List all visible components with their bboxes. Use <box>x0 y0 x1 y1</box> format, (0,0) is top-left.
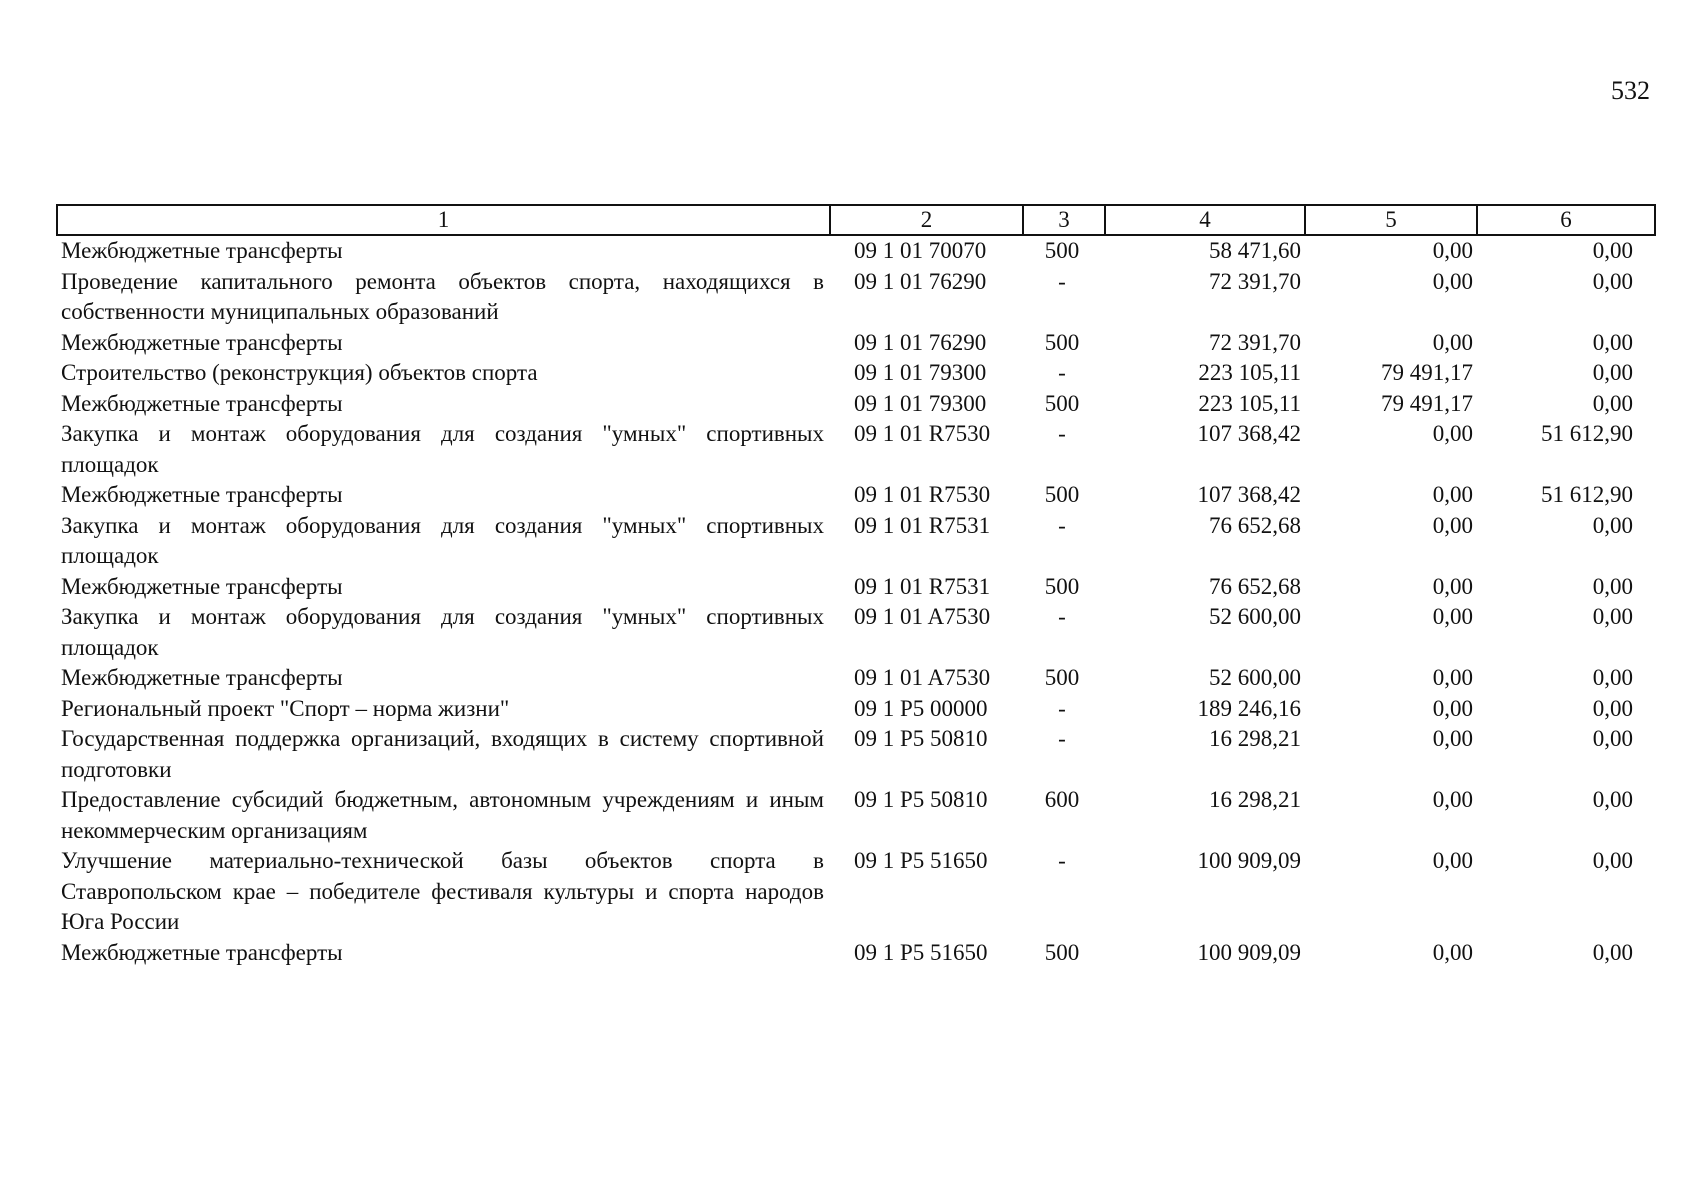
row-code-cell: 09 1 01 76290 <box>854 268 987 294</box>
row-code-cell: 09 1 01 79300 <box>854 390 987 416</box>
row-name-cell: Проведение капитального ремонта объектов спорта, находящихся в собственности муниципальных образований <box>61 268 824 324</box>
row-value-col5: 79 491,17 <box>1381 390 1473 416</box>
header-row <box>57 205 1655 235</box>
row-type-cell: - <box>1058 360 1066 385</box>
row-value-col6: 0,00 <box>1592 329 1633 355</box>
row-name-cell: Межбюджетные трансферты <box>61 390 343 416</box>
row-value-col4: 58 471,60 <box>1209 238 1301 263</box>
row-value-col5: 0,00 <box>1432 604 1473 629</box>
row-value-col4: 76 652,68 <box>1209 512 1301 538</box>
row-name-cell: Межбюджетные трансферты <box>61 573 343 599</box>
row-code-cell: 09 1 P5 50810 <box>854 787 988 812</box>
row-value-col4: 100 909,09 <box>1197 939 1301 965</box>
table-row <box>57 663 1655 694</box>
header-cell-3: 3 <box>1023 205 1105 235</box>
row-type-cell: - <box>1058 848 1066 873</box>
row-code-cell: 09 1 01 70070 <box>854 238 987 263</box>
row-name-cell: Закупка и монтаж оборудования для создания "умных" спортивных площадок <box>61 512 824 568</box>
table-row <box>57 328 1655 359</box>
row-value-col5: 0,00 <box>1432 787 1473 812</box>
table-row <box>57 572 1655 603</box>
row-value-col5: 0,00 <box>1432 665 1473 690</box>
row-value-col4: 52 600,00 <box>1209 604 1301 629</box>
table-row <box>57 785 1655 846</box>
row-value-col5: 0,00 <box>1432 238 1473 263</box>
row-name-cell: Закупка и монтаж оборудования для создания "умных" спортивных площадок <box>61 421 824 477</box>
row-name-cell: Региональный проект "Спорт – норма жизни" <box>61 695 510 721</box>
row-type-cell: 500 <box>1044 573 1080 599</box>
row-value-col6: 0,00 <box>1592 665 1633 690</box>
row-value-col6: 0,00 <box>1592 268 1633 294</box>
table-row <box>57 511 1655 572</box>
header-cell-2: 2 <box>830 205 1023 235</box>
row-type-cell: 500 <box>1044 238 1080 263</box>
table-row <box>57 358 1655 389</box>
row-value-col5: 0,00 <box>1432 726 1473 751</box>
row-code-cell: 09 1 P5 51650 <box>854 848 988 873</box>
row-name-cell: Межбюджетные трансферты <box>61 482 343 507</box>
row-name-cell: Государственная поддержка организаций, входящих в систему спортивной подготовки <box>61 726 824 782</box>
row-code-cell: 09 1 01 R7530 <box>854 421 991 446</box>
row-code-cell: 09 1 01 76290 <box>854 329 987 355</box>
row-value-col5: 0,00 <box>1432 573 1473 599</box>
row-name-cell: Межбюджетные трансферты <box>61 665 343 690</box>
row-name-cell: Закупка и монтаж оборудования для создания "умных" спортивных площадок <box>61 604 824 660</box>
table-row <box>57 938 1655 969</box>
row-value-col4: 16 298,21 <box>1209 787 1301 812</box>
row-code-cell: 09 1 01 A7530 <box>854 665 991 690</box>
row-name-cell: Строительство (реконструкция) объектов спорта <box>61 360 538 385</box>
table-row <box>57 235 1655 267</box>
row-type-cell: - <box>1058 695 1066 721</box>
row-value-col6: 51 612,90 <box>1541 421 1633 446</box>
row-value-col6: 0,00 <box>1592 512 1633 538</box>
page-number: 532 <box>1611 76 1650 105</box>
row-name-cell: Межбюджетные трансферты <box>61 939 343 965</box>
row-name-cell: Межбюджетные трансферты <box>61 238 343 263</box>
row-value-col5: 0,00 <box>1432 268 1473 294</box>
row-value-col6: 0,00 <box>1592 360 1633 385</box>
row-value-col6: 0,00 <box>1592 238 1633 263</box>
table-body <box>57 235 1655 968</box>
table-row <box>57 480 1655 511</box>
row-value-col4: 76 652,68 <box>1209 573 1301 599</box>
row-code-cell: 09 1 P5 51650 <box>854 939 988 965</box>
row-value-col4: 223 105,11 <box>1198 390 1301 416</box>
row-type-cell: - <box>1058 512 1066 538</box>
row-value-col6: 0,00 <box>1592 726 1633 751</box>
row-value-col4: 189 246,16 <box>1197 695 1301 721</box>
row-code-cell: 09 1 01 R7531 <box>854 573 991 599</box>
row-value-col6: 0,00 <box>1592 695 1633 721</box>
table-row <box>57 267 1655 328</box>
row-value-col4: 52 600,00 <box>1209 665 1301 690</box>
row-value-col6: 0,00 <box>1592 604 1633 629</box>
row-type-cell: 500 <box>1044 939 1080 965</box>
header-cell-1: 1 <box>57 205 830 235</box>
row-value-col4: 16 298,21 <box>1209 726 1301 751</box>
row-type-cell: 500 <box>1044 665 1080 690</box>
row-value-col6: 0,00 <box>1592 787 1633 812</box>
row-value-col4: 223 105,11 <box>1198 360 1301 385</box>
table-row <box>57 389 1655 420</box>
table-header <box>57 205 1655 235</box>
row-code-cell: 09 1 01 R7531 <box>854 512 991 538</box>
row-code-cell: 09 1 P5 00000 <box>854 695 988 721</box>
row-value-col5: 0,00 <box>1432 939 1473 965</box>
row-value-col5: 0,00 <box>1432 421 1473 446</box>
header-cell-4: 4 <box>1105 205 1305 235</box>
row-type-cell: - <box>1058 268 1066 294</box>
row-name-cell: Улучшение материально-технической базы объектов спорта в Ставропольском крае – победителе фестиваля культуры и спорта народов Юга России <box>61 848 824 934</box>
row-type-cell: - <box>1058 604 1066 629</box>
row-name-cell: Межбюджетные трансферты <box>61 329 343 355</box>
table-row <box>57 602 1655 663</box>
budget-table <box>56 204 1656 968</box>
row-value-col6: 0,00 <box>1592 573 1633 599</box>
row-type-cell: - <box>1058 421 1066 446</box>
table-row <box>57 419 1655 480</box>
row-value-col6: 51 612,90 <box>1541 482 1633 507</box>
row-type-cell: 500 <box>1044 482 1080 507</box>
row-value-col6: 0,00 <box>1592 848 1633 873</box>
row-value-col4: 107 368,42 <box>1197 421 1301 446</box>
row-value-col6: 0,00 <box>1592 390 1633 416</box>
row-value-col5: 0,00 <box>1432 512 1473 538</box>
row-code-cell: 09 1 P5 50810 <box>854 726 988 751</box>
table-row <box>57 846 1655 938</box>
row-value-col5: 0,00 <box>1432 848 1473 873</box>
row-value-col5: 0,00 <box>1432 329 1473 355</box>
row-value-col5: 0,00 <box>1432 482 1473 507</box>
table-row <box>57 724 1655 785</box>
row-name-cell: Предоставление субсидий бюджетным, автономным учреждениям и иным некоммерческим организациям <box>61 787 824 843</box>
row-value-col5: 79 491,17 <box>1381 360 1473 385</box>
row-type-cell: 500 <box>1044 329 1080 355</box>
row-value-col4: 72 391,70 <box>1209 329 1301 355</box>
row-type-cell: - <box>1058 726 1066 751</box>
row-value-col5: 0,00 <box>1432 695 1473 721</box>
row-code-cell: 09 1 01 R7530 <box>854 482 991 507</box>
header-cell-6: 6 <box>1477 205 1655 235</box>
row-code-cell: 09 1 01 A7530 <box>854 604 991 629</box>
row-type-cell: 600 <box>1044 787 1080 812</box>
row-value-col4: 72 391,70 <box>1209 268 1301 294</box>
row-value-col4: 107 368,42 <box>1197 482 1301 507</box>
row-code-cell: 09 1 01 79300 <box>854 360 987 385</box>
table-row <box>57 694 1655 725</box>
header-cell-5: 5 <box>1305 205 1477 235</box>
row-value-col4: 100 909,09 <box>1197 848 1301 873</box>
row-value-col6: 0,00 <box>1592 939 1633 965</box>
row-type-cell: 500 <box>1044 390 1080 416</box>
